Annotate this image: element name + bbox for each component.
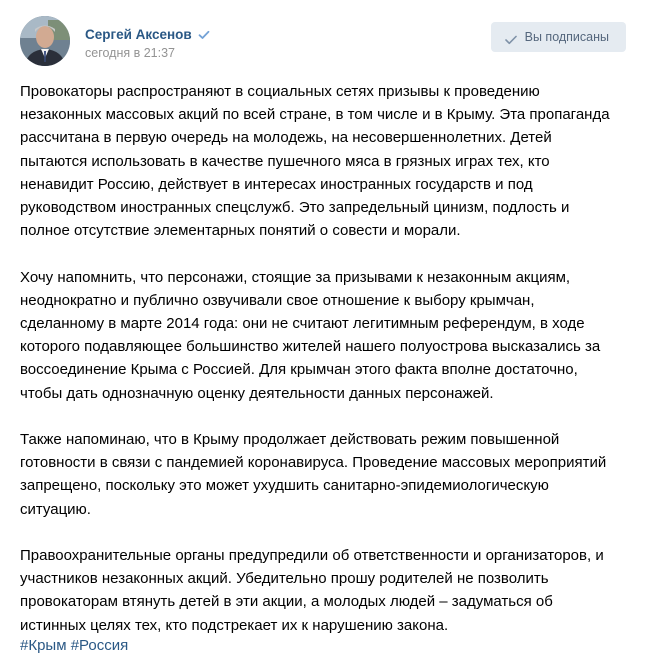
subscribed-button[interactable]	[491, 22, 626, 52]
post-paragraph	[20, 428, 620, 521]
text-line: Провокаторы распространяют в социальных сетях призывы к проведению	[20, 83, 540, 100]
avatar[interactable]	[20, 16, 70, 66]
hashtag-rossiya[interactable]: #Россия	[70, 637, 129, 654]
post-paragraph	[20, 544, 620, 637]
subscribed-label: Вы подписаны	[524, 30, 609, 44]
post-header	[20, 16, 628, 68]
text-line: Также напоминаю, что в Крыму продолжает действовать режим повышенной	[20, 431, 560, 449]
text-line: незаконных массовых акций по всей стране, в том числе и в Крыму. Эта пропаганда	[20, 106, 610, 124]
text-line: ситуацию.	[20, 500, 91, 518]
text-line: руководством иностранных спецслужб. Это запредельный цинизм, подлость и	[20, 199, 570, 217]
text-line: сделанному в марте 2014 года: они не считают легитимным референдум, в ходе	[20, 315, 585, 333]
text-line: воссоединение Крыма с Россией. Для крымчан этого факта вполне достаточно,	[20, 361, 578, 379]
hashtag-krym[interactable]: #Крым	[20, 637, 67, 654]
text-line: которого подавляющее большинство жителей нашего полуострова высказались за	[20, 338, 601, 356]
text-line: участников незаконных акций. Убедительно прошу родителей не позволить	[20, 570, 549, 588]
post-paragraph	[20, 266, 620, 405]
check-icon	[505, 32, 517, 42]
hashtags	[20, 636, 128, 656]
text-line: ненавидит Россию, действует в интересах иностранных государств и под	[20, 175, 533, 193]
text-line: полное отсутствие элементарных понятий о совести и морали.	[20, 222, 461, 240]
text-line: Хочу напомнить, что персонажи, стоящие за призывами к незаконным акциям,	[20, 268, 571, 286]
text-line: пытаются использовать в качестве пушечного мяса в грязных играх тех, кто	[20, 152, 550, 170]
author-block	[85, 25, 210, 60]
text-line: готовности в связи с пандемией коронавируса. Проведение массовых мероприятий	[20, 454, 607, 472]
verified-check-icon	[198, 28, 210, 40]
post-paragraph	[20, 80, 620, 242]
post-text	[20, 80, 620, 660]
text-line: провокаторам втянуть детей в эти акции, а молодых людей – задуматься об	[20, 593, 553, 611]
text-line: чтобы дать однозначную оценку деятельности данных персонажей.	[20, 384, 494, 402]
text-line: неоднократно и публично озвучивали свое отношение к выбору крымчан,	[20, 291, 535, 309]
text-line: рассчитана в первую очередь на молодежь, на несовершеннолетних. Детей	[20, 129, 552, 147]
post-date[interactable]: сегодня в 21:37	[85, 46, 175, 60]
author-name[interactable]: Сергей Аксенов	[85, 26, 192, 42]
text-line: запрещено, поскольку это может ухудшить санитарно-эпидемиологическую	[20, 477, 549, 495]
text-line: истинных целях тех, кто подстрекает их к нарушению закона.	[20, 616, 449, 634]
avatar-photo	[20, 16, 70, 66]
author-name-row	[85, 25, 210, 43]
text-line: Правоохранительные органы предупредили об ответственности и организаторов, и	[20, 547, 604, 565]
